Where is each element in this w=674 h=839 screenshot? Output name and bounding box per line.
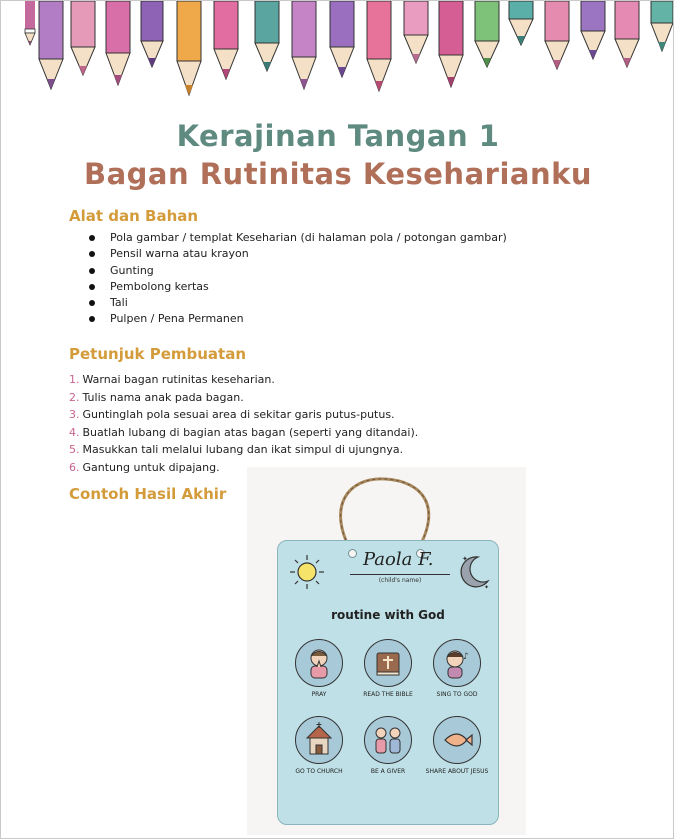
list-item: Pembolong kertas	[89, 279, 507, 295]
pencil-icon	[404, 1, 428, 63]
church-icon	[301, 722, 337, 758]
materials-list	[89, 230, 507, 328]
list-item: Pensil warna atau krayon	[89, 246, 507, 262]
activity-be-a-giver: BE A GIVER	[353, 716, 423, 775]
bullet-icon	[89, 268, 95, 274]
list-item: 3. Guntinglah pola sesuai area di sekitar garis putus-putus.	[69, 408, 395, 422]
list-item: Tali	[89, 295, 507, 311]
fish-icon	[439, 722, 475, 758]
pencil-icon	[475, 1, 499, 67]
activity-sing: ♪ SING TO GOD	[422, 639, 492, 698]
singing-child-icon	[439, 645, 475, 681]
list-item: 2. Tulis nama anak pada bagan.	[69, 390, 244, 404]
pencil-icon	[509, 1, 533, 45]
bullet-icon	[89, 284, 95, 290]
svg-text:♪: ♪	[463, 652, 469, 662]
pencil-icon	[651, 1, 673, 51]
pencil-icon	[367, 1, 391, 91]
pencil-icon	[39, 1, 63, 89]
materials-heading: Alat dan Bahan	[69, 207, 199, 225]
pencil-border	[1, 1, 674, 101]
activity-read-bible: READ THE BIBLE	[353, 639, 423, 698]
sun-icon	[288, 553, 326, 591]
pencil-icon	[177, 1, 201, 95]
bible-icon	[370, 645, 406, 681]
pencil-icon	[439, 1, 463, 87]
child-name: Paola F.	[363, 549, 434, 570]
child-name-caption: (child's name)	[378, 577, 422, 584]
moon-icon	[454, 553, 492, 591]
pencil-icon	[545, 1, 569, 69]
list-item: Gunting	[89, 263, 507, 279]
pencil-icon	[292, 1, 316, 89]
hole-icon	[348, 549, 357, 558]
instructions-list	[69, 371, 418, 477]
chart-title: routine with God	[331, 608, 445, 622]
instructions-heading: Petunjuk Pembuatan	[69, 345, 247, 363]
example-heading: Contoh Hasil Akhir	[69, 485, 227, 503]
activity-pray: PRAY	[284, 639, 354, 698]
pencil-icon	[615, 1, 639, 67]
svg-text:✦: ✦	[462, 555, 468, 563]
routine-chart-board	[277, 540, 499, 825]
list-item: 1. Warnai bagan rutinitas keseharian.	[69, 373, 275, 386]
list-item: 4. Buatlah lubang di bagian atas bagan (seperti yang ditandai).	[69, 425, 419, 439]
pencil-icon	[25, 1, 35, 45]
list-item: 6. Gantung untuk dipajang.	[69, 460, 220, 474]
name-line	[350, 574, 450, 575]
activity-go-to-church: GO TO CHURCH	[284, 716, 354, 775]
giving-people-icon	[370, 722, 406, 758]
list-item: 5. Masukkan tali melalui lubang dan ikat simpul di ujungnya.	[69, 443, 404, 457]
pencil-icon	[106, 1, 130, 85]
page-subtitle: Bagan Rutinitas Keseharianku	[83, 157, 593, 191]
list-item: Pola gambar / templat Keseharian (di halaman pola / potongan gambar)	[89, 230, 507, 246]
bullet-icon	[89, 235, 95, 241]
bullet-icon	[89, 251, 95, 257]
pencil-icon	[255, 1, 279, 71]
pencil-icon	[71, 1, 95, 75]
page-title: Kerajinan Tangan 1	[176, 119, 500, 153]
bullet-icon	[89, 300, 95, 306]
activity-share-about-jesus: SHARE ABOUT JESUS	[422, 716, 492, 775]
list-item: Pulpen / Pena Permanen	[89, 311, 507, 327]
svg-text:✦: ✦	[484, 584, 490, 591]
pencil-icon	[141, 1, 163, 67]
pencil-icon	[214, 1, 238, 79]
praying-child-icon	[301, 645, 337, 681]
pencil-icon	[330, 1, 354, 77]
bullet-icon	[89, 316, 95, 322]
example-photo	[247, 467, 526, 835]
pencil-icon	[581, 1, 605, 59]
